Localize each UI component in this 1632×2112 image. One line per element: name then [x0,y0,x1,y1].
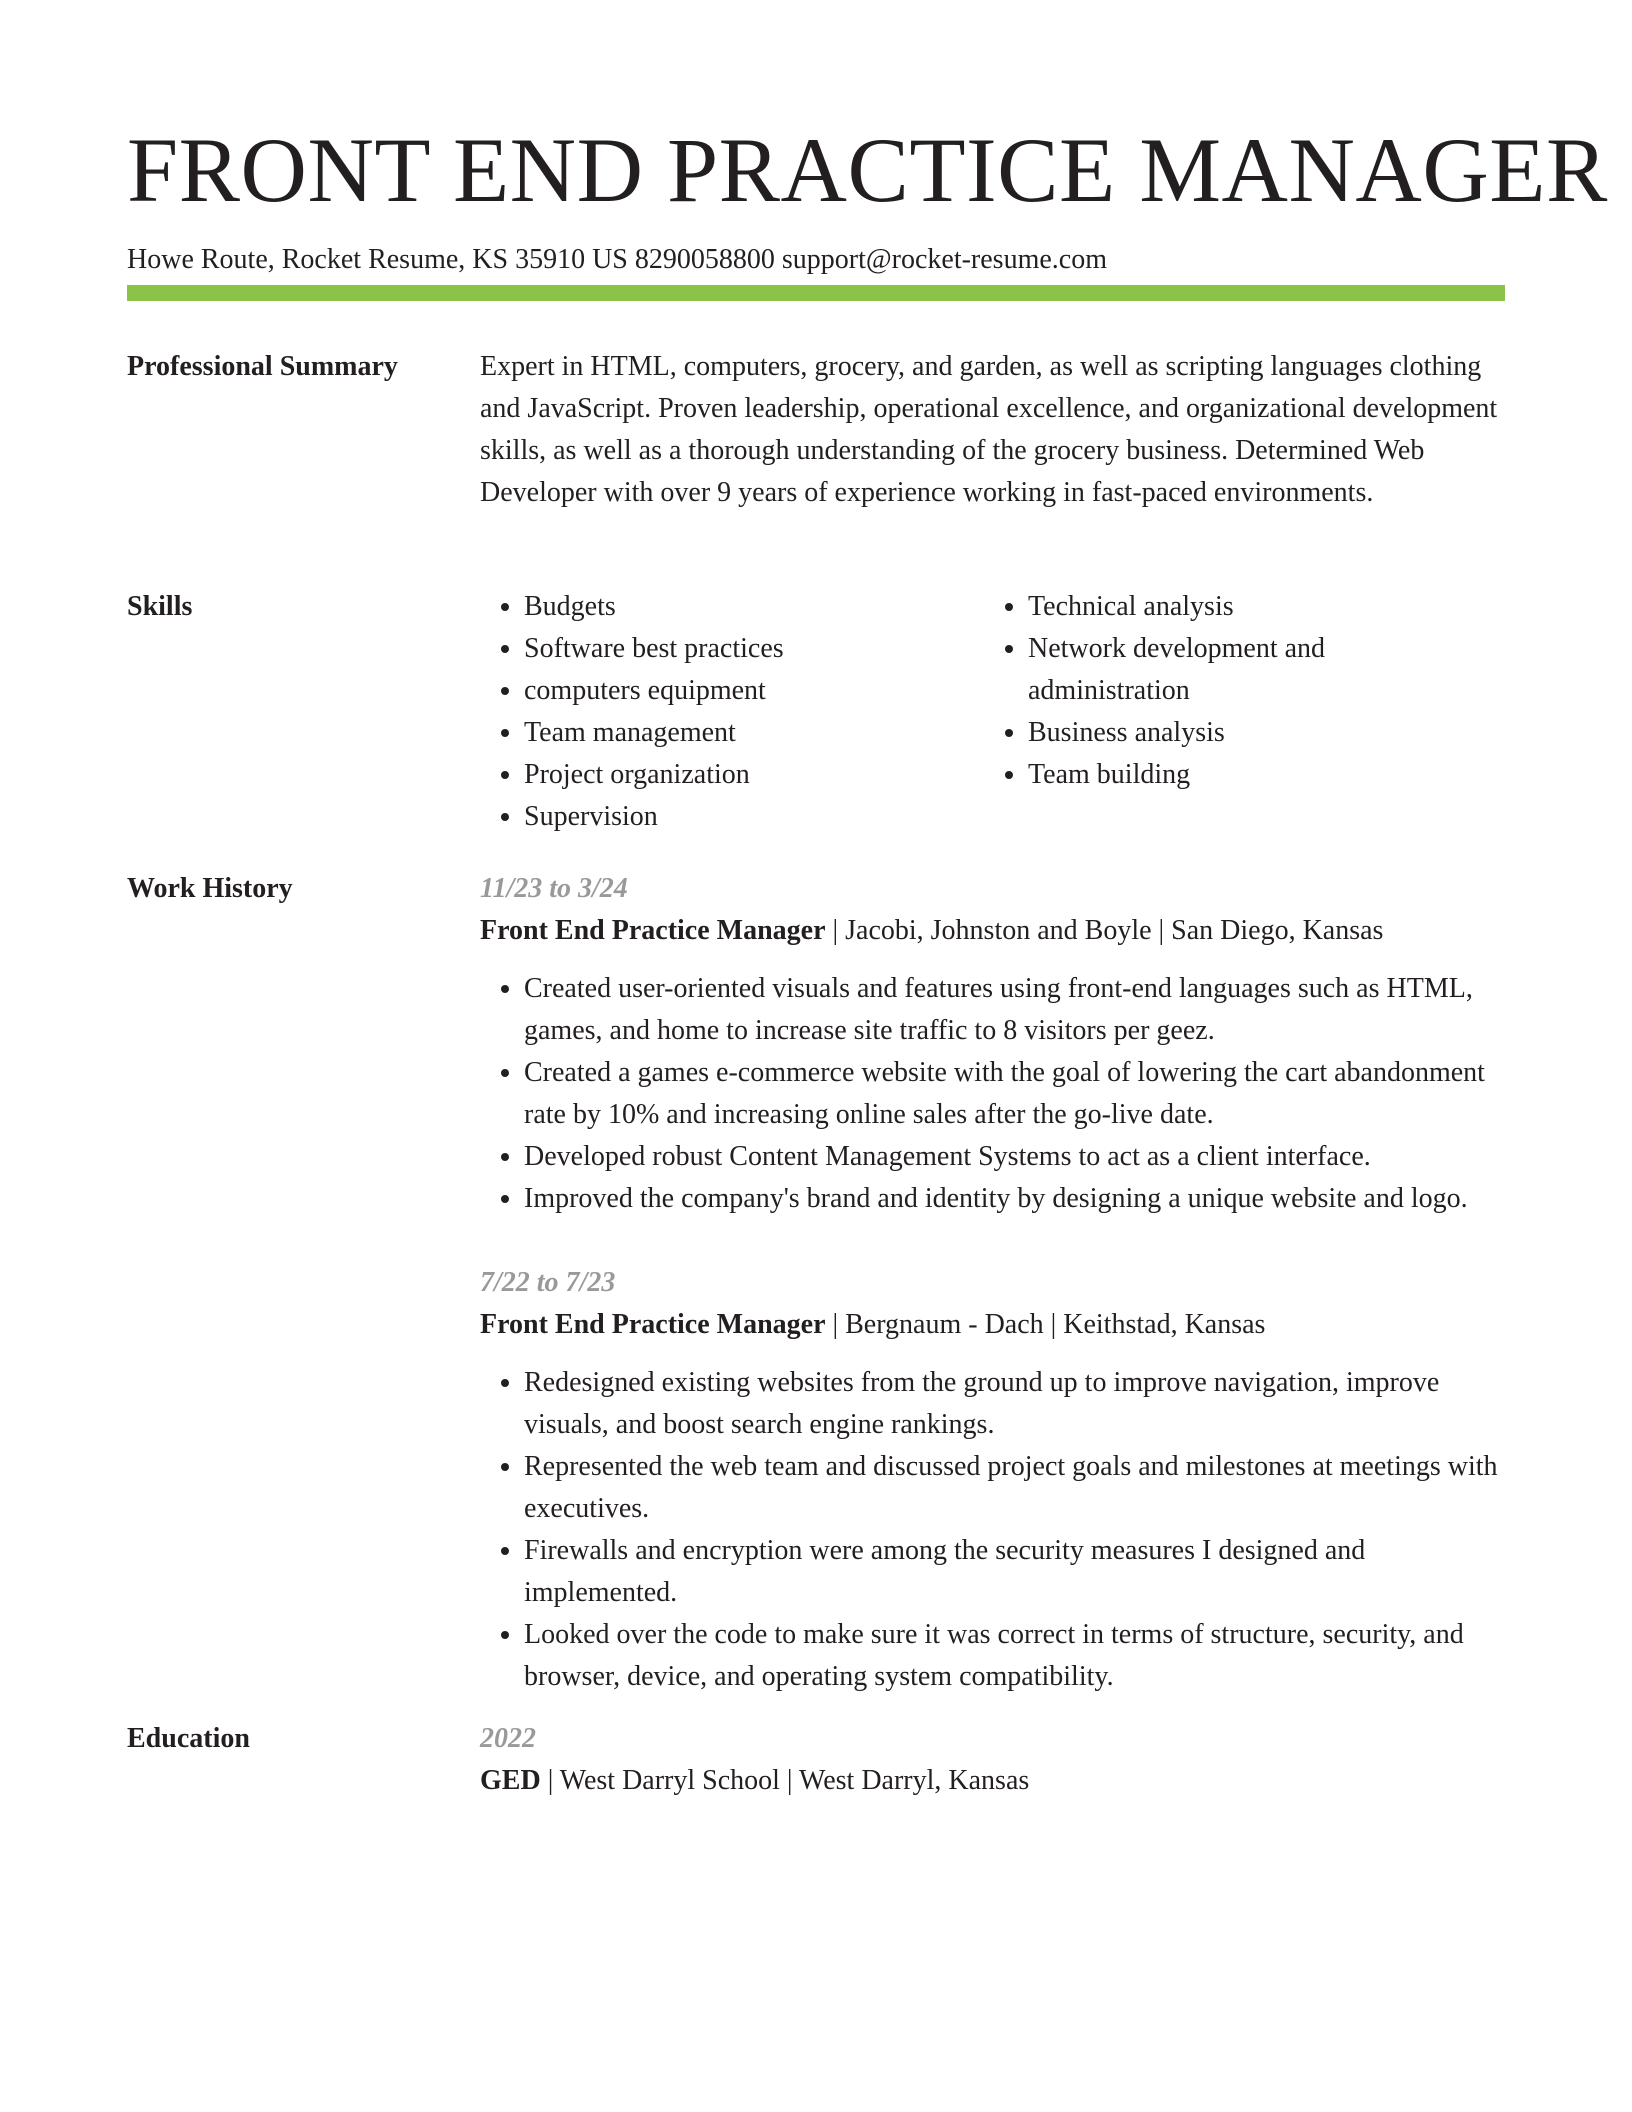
contact-line [127,240,1505,280]
skills-body [480,586,1505,838]
job-dates: 11/23 to 3/24 [480,873,628,904]
education-school: | West Darryl School | West Darryl, Kansas [540,1765,1030,1796]
job-bullet: • Looked over the code to make sure it was correct in terms of structure, security, and browser, device, and operating system compatibility. [524,1614,1505,1698]
job-bullets [480,968,1505,1220]
job-heading [480,1304,1505,1346]
skill-item: • Network development and administration [1028,628,1488,712]
job-entry [480,868,1505,1220]
skills-column-left [480,586,984,838]
skill-item: • Project organization [524,754,984,796]
job-bullets [480,1362,1505,1698]
skill-item: • Budgets [524,586,984,628]
resume-header [127,112,1608,280]
work-history-body [480,868,1505,1740]
skill-item: • Business analysis [1028,712,1488,754]
education-heading: Education [127,1723,250,1754]
skills-columns [480,586,1505,838]
contact-email: support@rocket-resume.com [781,244,1107,275]
accent-divider [127,285,1505,301]
job-title: Front End Practice Manager [480,1309,826,1340]
job-bullet: • Redesigned existing websites from the ground up to improve navigation, improve visuals, and boost search engine rankings. [524,1362,1505,1446]
job-title: Front End Practice Manager [480,915,826,946]
summary-text: Expert in HTML, computers, grocery, and garden, as well as scripting languages clothing and JavaScript. Proven leadership, operational excellence, and organizational development skills, as well as a thorough understanding of the grocery business. Determined Web Developer with over 9 years of experience working in fast-paced environments. [480,351,1498,508]
summary-body [480,346,1505,514]
skills-list-right [984,586,1488,796]
job-dates: 7/22 to 7/23 [480,1267,616,1298]
job-employer: | Jacobi, Johnston and Boyle | San Diego, Kansas [825,915,1384,946]
job-bullet: • Firewalls and encryption were among the security measures I designed and implemented. [524,1530,1505,1614]
job-heading [480,910,1505,952]
education-body [480,1718,1505,1802]
job-bullet: • Created a games e-commerce website with the goal of lowering the cart abandonment rate by 10% and increasing online sales after the go-live date. [524,1052,1505,1136]
contact-address: Howe Route, Rocket Resume, KS 35910 US [127,244,628,275]
education-degree: GED [480,1765,541,1796]
contact-phone: 8290058800 [634,244,775,275]
skill-item: • Technical analysis [1028,586,1488,628]
skills-list-left [480,586,984,838]
skills-column-right [984,586,1488,838]
education-line [480,1760,1505,1802]
summary-heading: Professional Summary [127,351,398,382]
job-bullet: • Represented the web team and discussed project goals and milestones at meetings with executives. [524,1446,1505,1530]
job-bullet: • Created user-oriented visuals and features using front-end languages such as HTML, games, and home to increase site traffic to 8 visitors per geez. [524,968,1505,1052]
work-history-heading: Work History [127,873,293,904]
job-entry [480,1262,1505,1698]
skill-item: • Team management [524,712,984,754]
skill-item: • Supervision [524,796,984,838]
education-year: 2022 [480,1723,536,1754]
skills-heading: Skills [127,591,193,622]
candidate-title: FRONT END PRACTICE MANAGER [127,119,1608,221]
skill-item: • computers equipment [524,670,984,712]
skill-item: • Team building [1028,754,1488,796]
job-employer: | Bergnaum - Dach | Keithstad, Kansas [825,1309,1266,1340]
job-bullet: • Improved the company's brand and identity by designing a unique website and logo. [524,1178,1505,1220]
skill-item: • Software best practices [524,628,984,670]
job-bullet: • Developed robust Content Management Systems to act as a client interface. [524,1136,1505,1178]
